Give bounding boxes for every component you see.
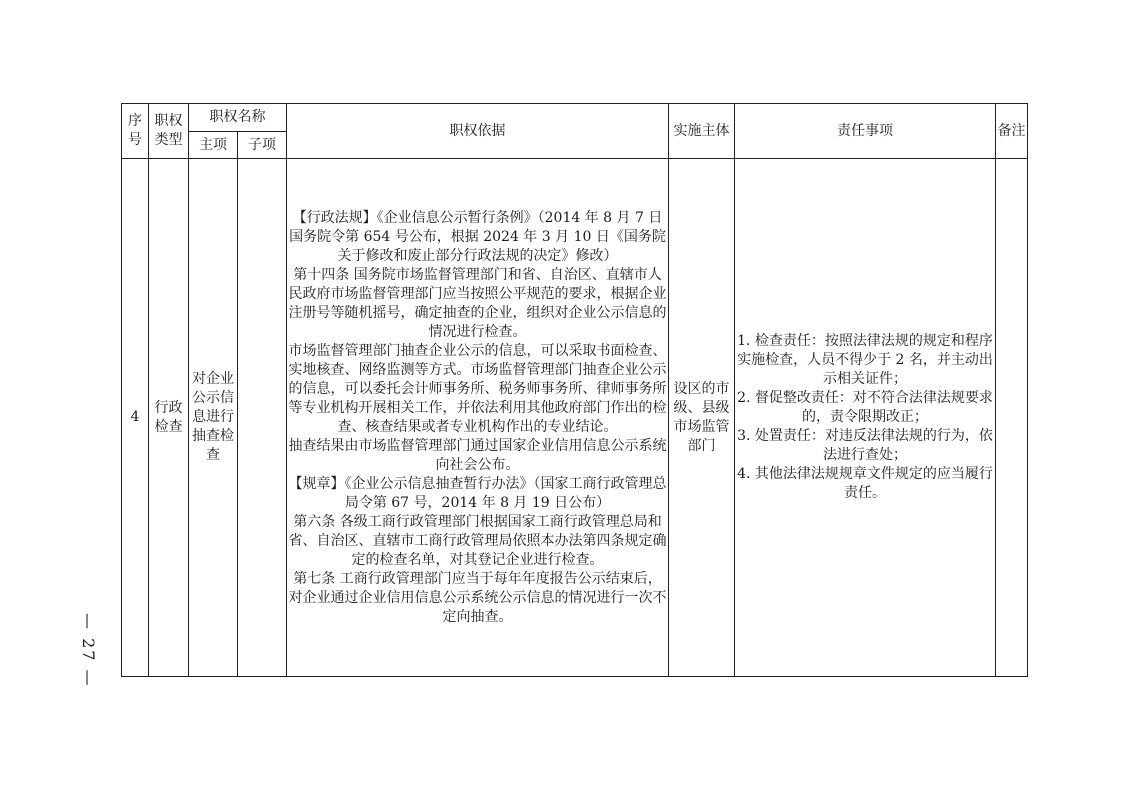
basis-paragraph: 市场监督管理部门抽查企业公示的信息，可以采取书面检查、实地核查、网络监测等方式。市场监督管理部门抽查企业公示的信息，可以委托会计师事务所、税务师事务所、律师事务所等专业机构开展相关工作，并依法利用其他政府部门作出的检查、核查结果或者专业机构作出的专业结论。 bbox=[288, 342, 667, 435]
header-seq: 序号 bbox=[122, 104, 149, 159]
row-remark bbox=[996, 159, 1028, 677]
row-sub-item bbox=[238, 159, 287, 677]
basis-paragraph: 【规章】《企业公示信息抽查暂行办法》（国家工商行政管理总局令第 67 号，2014 年 8 月 19 日公布） bbox=[288, 475, 667, 511]
page-number: — 27 — bbox=[79, 612, 98, 688]
row-type: 行政检查 bbox=[149, 159, 189, 677]
duty-item: 4. 其他法律法规规章文件规定的应当履行责任。 bbox=[737, 466, 993, 501]
header-subject: 实施主体 bbox=[669, 104, 735, 159]
row-subject: 设区的市级、县级市场监管部门 bbox=[669, 159, 735, 677]
basis-paragraph: 第七条 工商行政管理部门应当于每年年度报告公示结束后，对企业通过企业信用信息公示系统公示信息的情况进行一次不定向抽查。 bbox=[288, 570, 667, 625]
header-type: 职权类型 bbox=[149, 104, 189, 159]
basis-paragraph: 第十四条 国务院市场监督管理部门和省、自治区、直辖市人民政府市场监督管理部门应当按照公平规范的要求，根据企业注册号等随机摇号，确定抽查的企业，组织对企业公示信息的情况进行检查。 bbox=[288, 266, 667, 340]
authority-table bbox=[121, 103, 1028, 677]
header-main-item: 主项 bbox=[189, 132, 238, 159]
duty-item: 3. 处置责任：对违反法律法规的行为，依法进行查处； bbox=[737, 428, 993, 463]
row-basis bbox=[287, 159, 669, 677]
row-seq: 4 bbox=[122, 159, 149, 677]
header-basis: 职权依据 bbox=[287, 104, 669, 159]
basis-paragraph: 抽查结果由市场监督管理部门通过国家企业信用信息公示系统向社会公布。 bbox=[288, 437, 667, 473]
table-row bbox=[122, 159, 1028, 677]
header-sub-item: 子项 bbox=[238, 132, 287, 159]
header-remark: 备注 bbox=[996, 104, 1028, 159]
duty-item: 1. 检查责任：按照法律法规的规定和程序实施检查，人员不得少于 2 名，并主动出示相关证件； bbox=[737, 333, 993, 387]
row-main-item: 对企业公示信息进行抽查检查 bbox=[189, 159, 238, 677]
duty-item: 2. 督促整改责任：对不符合法律法规要求的，责令限期改正； bbox=[737, 390, 993, 425]
header-duty: 责任事项 bbox=[735, 104, 996, 159]
header-name: 职权名称 bbox=[189, 104, 287, 132]
basis-paragraph: 第六条 各级工商行政管理部门根据国家工商行政管理总局和省、自治区、直辖市工商行政管理局依照本办法第四条规定确定的检查名单，对其登记企业进行检查。 bbox=[288, 513, 667, 568]
basis-paragraph: 【行政法规】《企业信息公示暂行条例》（2014 年 8 月 7 日国务院令第 654 号公布，根据 2024 年 3 月 10 日《国务院关于修改和废止部分行政法规的决定》修改） bbox=[289, 209, 666, 264]
row-duty bbox=[735, 159, 996, 677]
